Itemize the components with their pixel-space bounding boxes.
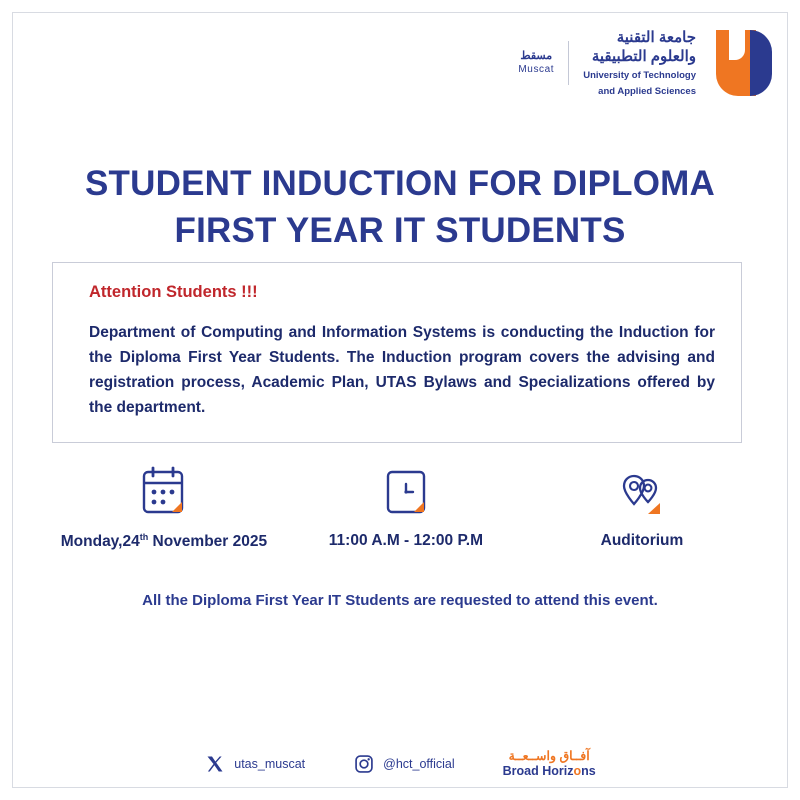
event-venue-block: [524, 462, 760, 551]
logo-navy-shape: [750, 30, 772, 96]
broad-horizons-arabic: آفــاق واســعــة: [508, 749, 590, 764]
utas-english-line-2: and Applied Sciences: [598, 85, 696, 97]
social-handle-instagram[interactable]: [353, 753, 455, 775]
x-twitter-icon: [204, 753, 226, 775]
muscat-english-text: Muscat: [518, 63, 555, 75]
instagram-icon: [353, 753, 375, 775]
header-divider: [568, 41, 569, 85]
page-title: [0, 160, 800, 255]
broad-horizons-english-part2: ns: [581, 763, 596, 778]
event-time-block: [288, 462, 524, 551]
attention-heading: Attention Students !!!: [89, 283, 258, 301]
event-time-label: 11:00 A.M - 12:00 P.M: [328, 532, 484, 549]
instagram-handle-label: @hct_official: [383, 756, 455, 771]
announcement-paragraph: Department of Computing and Information Systems is conducting the Induction for the Diploma First Year Students. The Induction program covers the advising and registration process, Academic Plan, UTAS Bylaws and Specializations offered by the department.: [89, 324, 715, 417]
broad-horizons-english-part1: Broad Horiz: [502, 763, 574, 778]
utas-wordmark: [583, 28, 696, 99]
logo-notch-shape: [729, 30, 745, 60]
attendance-note: All the Diploma First Year IT Students are requested to attend this event.: [142, 592, 658, 609]
event-date-label: [40, 532, 288, 551]
utas-arabic-line-1: جامعة التقنية: [616, 28, 696, 46]
broad-horizons-logo: [503, 749, 596, 778]
utas-arabic-line-2: والعلوم التطبيقية: [591, 48, 696, 66]
announcement-box: [52, 262, 742, 443]
utas-english-line-1: University of Technology: [583, 69, 696, 81]
muscat-branch-label: [518, 50, 554, 76]
social-footer: [0, 749, 800, 778]
page-title-line-1: STUDENT INDUCTION FOR DIPLOMA: [85, 164, 715, 203]
calendar-icon: [40, 462, 288, 526]
event-venue-label: Auditorium: [600, 532, 684, 549]
event-date-ordinal: th: [139, 532, 149, 542]
x-handle-label: utas_muscat: [234, 756, 306, 771]
muscat-arabic-text: مسقط: [520, 49, 553, 62]
location-pin-icon: [524, 462, 760, 526]
utas-logo-icon: [716, 26, 772, 100]
event-details-row: [40, 462, 760, 551]
broad-horizons-english: [503, 764, 596, 778]
broad-horizons-english-accent: o: [573, 763, 582, 778]
clock-icon: [288, 462, 524, 526]
page-title-line-2: FIRST YEAR IT STUDENTS: [174, 211, 626, 251]
event-date-rest: November 2025: [148, 533, 268, 551]
event-date-prefix: Monday,24: [60, 533, 140, 551]
social-handle-x[interactable]: [204, 753, 305, 775]
poster-header: [518, 26, 772, 100]
event-date-block: [40, 462, 288, 551]
